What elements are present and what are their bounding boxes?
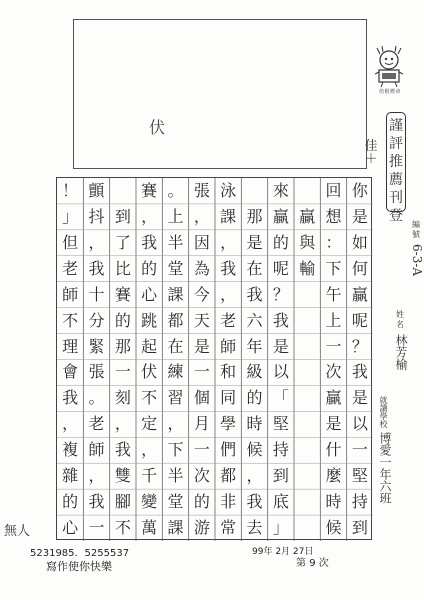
grid-cell: 到 <box>114 206 131 226</box>
grid-cell: 分 <box>88 310 105 330</box>
grid-cell: 萬 <box>141 518 158 538</box>
grid-cell: 堅 <box>351 466 368 486</box>
grid-cell: 課 <box>167 518 184 538</box>
grid-cell: 跳 <box>141 310 158 330</box>
grid-cell: 堅 <box>272 414 289 434</box>
grid-cell: 如 <box>351 232 368 252</box>
grid-cell: 一 <box>351 440 368 460</box>
grid-cell: 年 <box>246 336 263 356</box>
grid-cell: 不 <box>114 518 131 538</box>
grid-cell: 十 <box>88 284 105 304</box>
grid-cell: 變 <box>141 492 158 512</box>
grid-cell: 師 <box>62 284 79 304</box>
grid-cell <box>294 308 320 334</box>
grid-cell: 顫 <box>88 180 105 200</box>
grid-cell: 。 <box>167 180 184 200</box>
id-label: 編號 <box>412 220 420 239</box>
grid-cell: 以 <box>272 362 289 382</box>
grid-cell <box>294 385 320 411</box>
grid-cell <box>294 178 320 204</box>
grid-cell: 緊 <box>88 336 105 356</box>
grid-cell: 是 <box>351 388 368 408</box>
page-label: 第 <box>296 558 306 569</box>
grid-cell: 的 <box>62 492 79 512</box>
grid-cell: 不 <box>141 388 158 408</box>
grid-column <box>110 178 136 541</box>
grid-cell: 來 <box>272 180 289 200</box>
grid-cell: ， <box>88 466 105 486</box>
grid-cell <box>294 437 320 463</box>
grid-cell: 時 <box>325 492 342 512</box>
grid-cell: 是 <box>246 232 263 252</box>
grid-cell: 回 <box>325 180 342 200</box>
grid-column <box>294 178 320 541</box>
grid-cell: 個 <box>193 388 210 408</box>
grid-cell: ， <box>167 414 184 434</box>
grid-cell: 的 <box>114 310 131 330</box>
grid-cell: 的 <box>272 232 289 252</box>
grid-cell: 時 <box>246 414 263 434</box>
grid-cell: 和 <box>220 362 237 382</box>
grid-cell: 千 <box>141 466 158 486</box>
grid-cell: 泳 <box>220 180 237 200</box>
grid-column <box>242 178 268 541</box>
grid-cell: 腳 <box>114 492 131 512</box>
grid-cell: 會 <box>62 362 79 382</box>
grid-cell <box>294 489 320 515</box>
grid-cell: 起 <box>141 336 158 356</box>
cartoon-logo-icon <box>369 44 409 88</box>
grid-cell <box>242 178 268 204</box>
date-text: 99年 2月 27日 <box>252 547 314 557</box>
grid-cell: 我 <box>114 440 131 460</box>
grid-cell: 級 <box>246 362 263 382</box>
grid-cell <box>294 334 320 360</box>
teacher-comment-box <box>73 19 367 169</box>
grid-cell: 贏 <box>325 388 342 408</box>
name-column <box>394 220 406 370</box>
grid-cell: 半 <box>167 232 184 252</box>
grid-cell: 抖 <box>88 206 105 226</box>
grid-cell: 半 <box>167 466 184 486</box>
grid-cell: 。 <box>88 388 105 408</box>
grid-column <box>268 178 294 541</box>
grid-cell: 課 <box>167 284 184 304</box>
grid-cell: 我 <box>88 492 105 512</box>
grid-cell: 贏 <box>351 284 368 304</box>
grid-cell: 那 <box>246 206 263 226</box>
grid-cell: 我 <box>88 258 105 278</box>
grid-cell: ， <box>88 232 105 252</box>
grid-cell: 候 <box>246 440 263 460</box>
grid-cell: 底 <box>272 492 289 512</box>
grid-column <box>321 178 347 541</box>
left-margin-note: 無人 <box>4 524 31 539</box>
grid-cell <box>294 463 320 489</box>
grid-cell: 學 <box>220 414 237 434</box>
grid-cell: 練 <box>167 362 184 382</box>
grid-cell: 我 <box>351 362 368 382</box>
grid-cell: ， <box>246 466 263 486</box>
grid-cell <box>294 282 320 308</box>
grid-cell: 是 <box>325 414 342 434</box>
grid-cell: 」 <box>272 518 289 538</box>
grid-cell: 老 <box>220 310 237 330</box>
grid-cell: 定 <box>141 414 158 434</box>
grid-cell: 持 <box>272 440 289 460</box>
grid-cell: 是 <box>351 206 368 226</box>
grid-cell: 輸 <box>299 258 316 278</box>
grid-column <box>189 178 215 541</box>
grid-cell: 都 <box>167 310 184 330</box>
grid-cell: 理 <box>62 336 79 356</box>
grid-cell: 六 <box>246 310 263 330</box>
grid-cell: 比 <box>114 258 131 278</box>
grid-cell: 次 <box>193 466 210 486</box>
grid-cell: 是 <box>193 336 210 356</box>
grid-cell: 你 <box>351 180 368 200</box>
grid-cell <box>110 178 136 204</box>
grid-cell: 與 <box>299 232 316 252</box>
grid-cell: 在 <box>246 258 263 278</box>
grid-cell: 上 <box>325 310 342 330</box>
grid-cell: ， <box>114 414 131 434</box>
grid-cell: 同 <box>220 388 237 408</box>
grid-cell: 午 <box>325 284 342 304</box>
grid-cell: 堂 <box>167 492 184 512</box>
grid-cell: 們 <box>220 440 237 460</box>
grid-cell: 是 <box>272 336 289 356</box>
grid-cell: ， <box>193 206 210 226</box>
grid-cell: 什 <box>325 440 342 460</box>
grid-cell: 下 <box>167 440 184 460</box>
grid-cell: 次 <box>325 362 342 382</box>
page-number <box>296 554 329 569</box>
grid-cell: 候 <box>325 518 342 538</box>
grid-cell: ， <box>141 206 158 226</box>
grid-column <box>347 178 373 541</box>
school-label: 就讀學校 <box>379 396 388 428</box>
student-info <box>376 220 422 540</box>
writing-grid <box>56 177 372 540</box>
grid-cell: 呢 <box>351 310 368 330</box>
grid-cell: 伏 <box>141 362 158 382</box>
grid-cell: 上 <box>167 206 184 226</box>
grid-cell: 」 <box>62 206 79 226</box>
grid-cell: 我 <box>272 310 289 330</box>
name-label: 姓名 <box>396 310 404 329</box>
grid-cell: ： <box>325 232 342 252</box>
grid-cell: 我 <box>220 258 237 278</box>
grid-cell <box>294 515 320 541</box>
grid-cell: 月 <box>193 414 210 434</box>
grid-cell: 到 <box>272 466 289 486</box>
grid-cell: 但 <box>62 232 79 252</box>
grid-cell: 賽 <box>114 284 131 304</box>
grid-cell: 了 <box>114 232 131 252</box>
grid-cell: 刻 <box>114 388 131 408</box>
grid-cell <box>294 411 320 437</box>
grid-cell: 為 <box>193 258 210 278</box>
grid-cell: ， <box>141 440 158 460</box>
comment-mark: 伏 <box>148 118 165 137</box>
grid-cell: 都 <box>220 466 237 486</box>
grid-cell: 雙 <box>114 466 131 486</box>
grid-cell: 去 <box>246 518 263 538</box>
id-value: 6-3-A <box>410 244 424 277</box>
grid-cell: 的 <box>246 388 263 408</box>
grid-cell: 一 <box>193 362 210 382</box>
grid-cell: ？ <box>351 336 368 356</box>
school-column <box>378 220 390 504</box>
grid-cell: 我 <box>62 388 79 408</box>
grid-cell: 游 <box>193 518 210 538</box>
grid-cell: ？ <box>272 284 289 304</box>
grid-cell: 雜 <box>62 466 79 486</box>
grid-cell: 贏 <box>299 206 316 226</box>
grid-cell: 老 <box>88 414 105 434</box>
grid-cell: 因 <box>193 232 210 252</box>
logo-caption: 培根標章 <box>378 89 401 95</box>
page-suffix: 次 <box>318 558 329 569</box>
grid-cell: 的 <box>193 492 210 512</box>
grid-column <box>57 178 83 541</box>
grid-cell: 今 <box>193 284 210 304</box>
grid-cell: 那 <box>114 336 131 356</box>
grid-cell: 想 <box>325 206 342 226</box>
grid-cell: 以 <box>351 414 368 434</box>
grid-cell: 到 <box>351 518 368 538</box>
grid-cell: 賽 <box>141 180 158 200</box>
grid-cell: 一 <box>193 440 210 460</box>
grid-cell: 我 <box>246 284 263 304</box>
grid-cell: 一 <box>88 518 105 538</box>
grid-cell: ， <box>220 284 237 304</box>
grid-column <box>163 178 189 541</box>
name-value: 林芳榆 <box>394 334 408 370</box>
grid-cell: 我 <box>141 232 158 252</box>
stamp-text: 謹評推薦刊登 <box>389 118 403 224</box>
grid-cell: 麼 <box>325 466 342 486</box>
grid-cell: 我 <box>246 492 263 512</box>
grid-cell: 心 <box>141 284 158 304</box>
grid-cell: 「 <box>272 388 289 408</box>
grid-cell: 的 <box>141 258 158 278</box>
grid-cell: 一 <box>325 336 342 356</box>
grid-cell: 張 <box>193 180 210 200</box>
grid-cell: 非 <box>220 492 237 512</box>
id-column <box>410 220 422 276</box>
school-value: 博愛一年六班 <box>378 432 392 504</box>
grid-cell: 不 <box>62 310 79 330</box>
grid-cell: 贏 <box>272 206 289 226</box>
grid-column <box>84 178 110 541</box>
grid-column <box>215 178 241 541</box>
grid-cell: 天 <box>193 310 210 330</box>
grid-cell: 何 <box>351 258 368 278</box>
grid-cell: 師 <box>220 336 237 356</box>
grid-column <box>136 178 162 541</box>
grid-cell: 習 <box>167 388 184 408</box>
grid-cell: 堂 <box>167 258 184 278</box>
slogan: 寫作使你快樂 <box>46 560 112 573</box>
grid-cell <box>294 359 320 385</box>
grid-cell: ， <box>62 414 79 434</box>
grid-cell: 常 <box>220 518 237 538</box>
grid-cell: 師 <box>88 440 105 460</box>
grid-cell: 課 <box>220 206 237 226</box>
grid-cell: 一 <box>114 362 131 382</box>
grid-cell: 心 <box>62 518 79 538</box>
grid-cell: 呢 <box>272 258 289 278</box>
recommend-stamp <box>386 112 406 224</box>
grid-cell: 持 <box>351 492 368 512</box>
grid-cell: 複 <box>62 440 79 460</box>
grid-cell: 下 <box>325 258 342 278</box>
grid-cell: ！ <box>62 180 79 200</box>
grid-cell: ， <box>220 232 237 252</box>
grid-cell: 張 <box>88 362 105 382</box>
grid-cell: 在 <box>167 336 184 356</box>
grid-cell: 老 <box>62 258 79 278</box>
phone-number: 5231985．5255537 <box>30 548 130 559</box>
grade-mark: 佳＋ <box>364 139 378 167</box>
page-number-value: 9 <box>309 558 316 569</box>
